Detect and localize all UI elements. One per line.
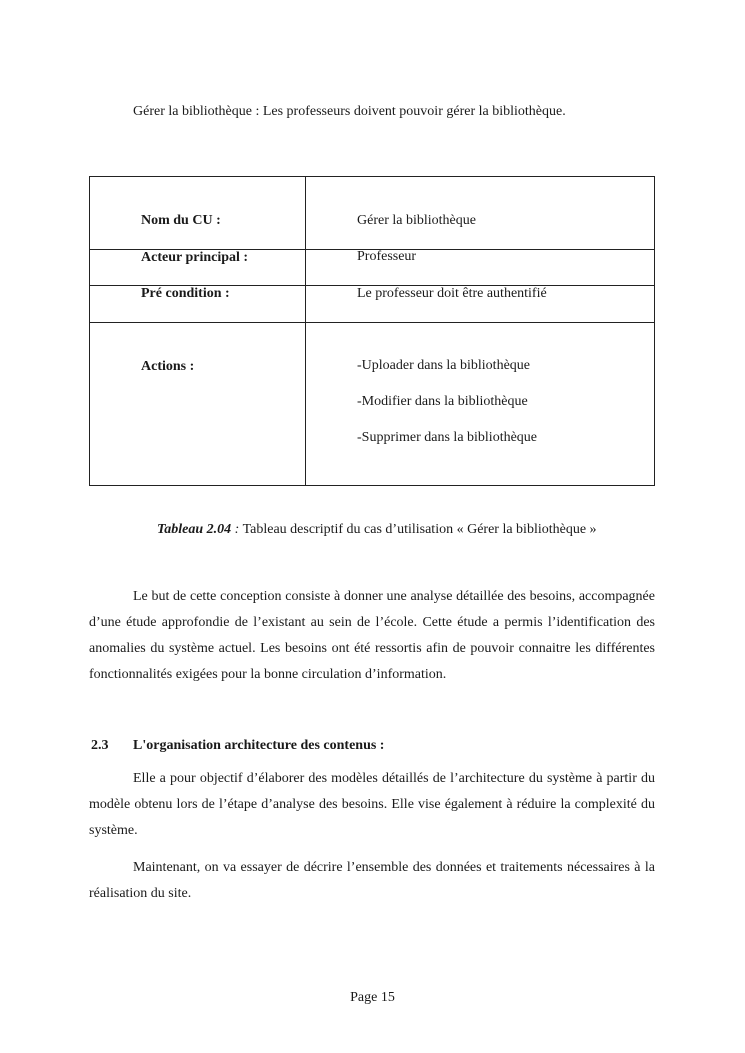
page-number: Page 15	[350, 990, 395, 1005]
caption-text: Tableau descriptif du cas d’utilisation « Gérer la bibliothèque »	[239, 522, 597, 537]
section-heading	[91, 738, 384, 754]
use-case-table	[89, 176, 655, 486]
row-value-cu-name: Gérer la bibliothèque	[357, 213, 476, 228]
row-label-main-actor: Acteur principal :	[141, 250, 249, 265]
section-number: 2.3	[91, 738, 109, 753]
paragraph-conception: Le but de cette conception consiste à donner une analyse détaillée des besoins, accompagnée d’une étude approfondie de l’existant au sein de l’école. Cette étude a permis l’identification des anomalies du système actuel. Les besoins ont été ressortis afin de pouvoir connaitre les différentes fonctionnalités exigées pour la bonne circulation d’information.	[89, 589, 655, 682]
intro-line: Gérer la bibliothèque : Les professeurs doivent pouvoir gérer la bibliothèque.	[133, 104, 566, 119]
table-caption	[157, 522, 597, 538]
row-label-actions: Actions :	[141, 359, 195, 374]
caption-label: Tableau 2.04	[157, 522, 232, 537]
table-row-divider	[90, 322, 654, 323]
caption-separator: :	[231, 522, 240, 537]
row-value-precondition: Le professeur doit être authentifié	[357, 286, 547, 301]
paragraph-description: Maintenant, on va essayer de décrire l’ensemble des données et traitements nécessaires à la réalisation du site.	[89, 860, 655, 901]
row-label-precondition: Pré condition :	[141, 286, 230, 301]
row-label-cu-name: Nom du CU :	[141, 213, 221, 228]
action-item: -Uploader dans la bibliothèque	[357, 358, 531, 373]
section-title: L'organisation architecture des contenus :	[133, 738, 385, 753]
action-item: -Supprimer dans la bibliothèque	[357, 430, 538, 445]
table-column-divider	[305, 177, 306, 485]
row-value-main-actor: Professeur	[357, 249, 417, 264]
paragraph-objective: Elle a pour objectif d’élaborer des modèles détaillés de l’architecture du système à partir du modèle obtenu lors de l’étape d’analyse des besoins. Elle vise également à réduire la complexité du système.	[89, 771, 655, 838]
action-item: -Modifier dans la bibliothèque	[357, 394, 528, 409]
